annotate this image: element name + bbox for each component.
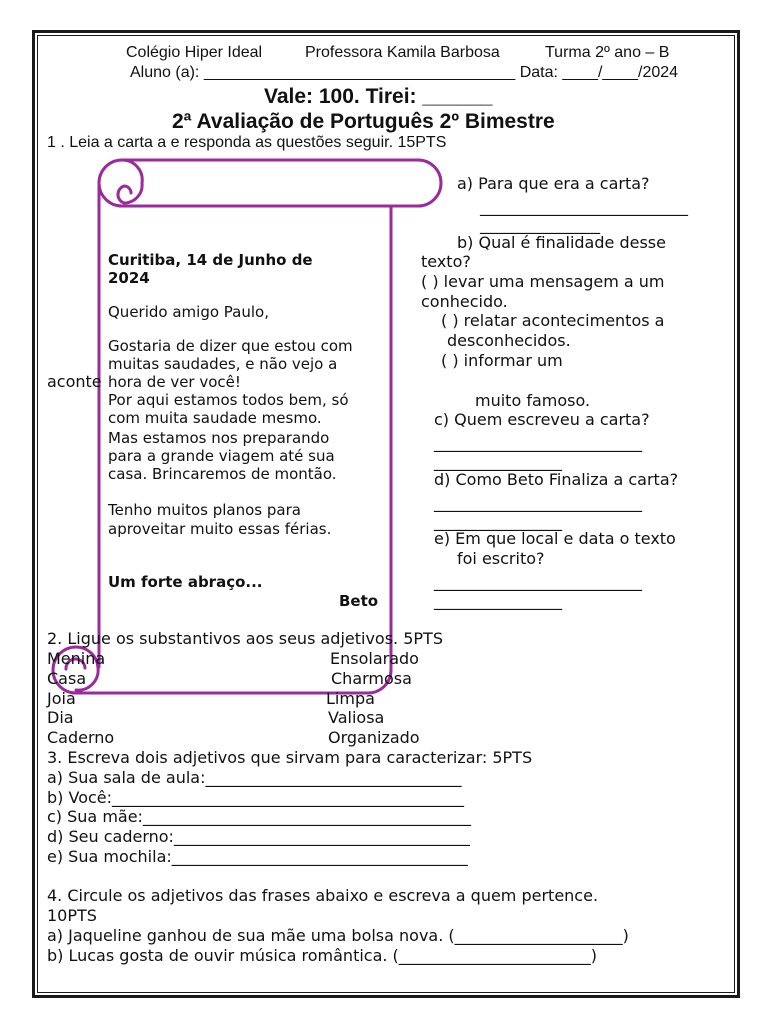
class-name: Turma 2º ano – B xyxy=(545,44,670,61)
q1b-option-cont: conhecido. xyxy=(421,292,508,311)
q4-prompt: 4. Circule os adjetivos das frases abaixo e escreva a quem pertence. xyxy=(47,886,599,905)
q1c-question: c) Quem escreveu a carta? xyxy=(434,410,650,429)
q2-prompt: 2. Ligue os substantivos aos seus adjetivos. 5PTS xyxy=(47,629,443,648)
student-date-line: Aluno (a): ___________________________________ Data: ____/____/2024 xyxy=(130,64,679,81)
q1e-question: e) Em que local e data o texto xyxy=(434,529,676,548)
q2-noun: Caderno xyxy=(47,728,115,747)
letter-closing: Um forte abraço... xyxy=(108,573,263,591)
overflow-text: aconte xyxy=(47,372,102,391)
q1b-option[interactable]: ( ) relatar acontecimentos a xyxy=(441,311,665,330)
q1a-answer-line[interactable]: __________________________ xyxy=(480,197,688,216)
q2-adjective: Charmosa xyxy=(331,669,412,688)
q3-item[interactable]: e) Sua mochila:_____________________________________ xyxy=(47,847,468,866)
q3-item[interactable]: a) Sua sala de aula:________________________________ xyxy=(47,768,462,787)
page-title: 2ª Avaliação de Português 2º Bimestre xyxy=(172,110,555,133)
q3-item[interactable]: b) Você:____________________________________________ xyxy=(47,788,465,807)
q2-noun: Casa xyxy=(47,669,87,688)
letter-date-line-1: Curitiba, 14 de Junho de xyxy=(108,251,313,269)
letter-body-line: casa. Brincaremos de montão. xyxy=(108,465,337,483)
q1b-question-cont: texto? xyxy=(421,252,471,271)
q2-adjective: Ensolarado xyxy=(330,649,419,668)
q1c-answer-line[interactable]: ________________ xyxy=(434,452,562,471)
letter-signature: Beto xyxy=(339,592,379,610)
letter-body-line: muitas saudades, e não vejo a xyxy=(108,355,338,373)
q4-item[interactable]: b) Lucas gosta de ouvir música romântica. (________________________) xyxy=(47,946,598,965)
q3-item[interactable]: c) Sua mãe:_________________________________________ xyxy=(47,807,471,826)
letter-body-line: Por aqui estamos todos bem, só xyxy=(108,391,349,409)
letter-body-line: Mas estamos nos preparando xyxy=(108,429,330,447)
q1-prompt: 1 . Leia a carta a e responda as questões seguir. 15PTS xyxy=(47,134,447,151)
school-name: Colégio Hiper Ideal xyxy=(126,44,263,61)
q2-noun: Joia xyxy=(47,689,76,708)
q1a-answer-line[interactable]: _______________ xyxy=(480,215,600,234)
q1a-question: a) Para que era a carta? xyxy=(457,174,650,193)
q2-adjective: Limpa xyxy=(326,689,375,708)
q1d-answer-line[interactable]: ________________ xyxy=(434,512,562,531)
q1e-answer-line[interactable]: ________________ xyxy=(434,591,562,610)
q2-adjective: Valiosa xyxy=(328,708,385,727)
letter-plans-line: aproveitar muito essas férias. xyxy=(108,520,332,538)
q3-prompt: 3. Escreva dois adjetivos que sirvam para caracterizar: 5PTS xyxy=(47,748,533,767)
q1b-option-cont: desconhecidos. xyxy=(447,331,571,350)
q1c-answer-line[interactable]: __________________________ xyxy=(434,433,642,452)
letter-body-line: com muita saudade mesmo. xyxy=(108,409,322,427)
teacher-name: Professora Kamila Barbosa xyxy=(305,44,500,61)
letter-body-line: Gostaria de dizer que estou com xyxy=(108,337,353,355)
q2-noun: Menina xyxy=(47,649,106,668)
letter-date-line-2: 2024 xyxy=(108,269,150,287)
letter-body-line: para a grande viagem até sua xyxy=(108,447,335,465)
score-line: Vale: 100. Tirei: ______ xyxy=(264,85,493,108)
q1d-answer-line[interactable]: __________________________ xyxy=(434,493,642,512)
q1b-option[interactable]: ( ) informar um xyxy=(441,351,563,370)
q1d-question: d) Como Beto Finaliza a carta? xyxy=(434,470,679,489)
q4-points: 10PTS xyxy=(47,906,97,925)
letter-greeting: Querido amigo Paulo, xyxy=(108,303,269,321)
q4-item[interactable]: a) Jaqueline ganhou de sua mãe uma bolsa nova. (_____________________) xyxy=(47,926,629,945)
letter-plans-line: Tenho muitos planos para xyxy=(108,501,301,519)
q1e-answer-line[interactable]: __________________________ xyxy=(434,572,642,591)
q1b-question: b) Qual é finalidade desse xyxy=(457,233,666,252)
q1b-option[interactable]: ( ) levar uma mensagem a um xyxy=(421,272,665,291)
q2-noun: Dia xyxy=(47,708,74,727)
letter-body-line: hora de ver você! xyxy=(108,373,241,391)
q1e-question-cont: foi escrito? xyxy=(457,549,545,568)
q3-item[interactable]: d) Seu caderno:_____________________________________ xyxy=(47,827,470,846)
q2-adjective: Organizado xyxy=(328,728,420,747)
q1b-option-cont: muito famoso. xyxy=(475,391,591,410)
